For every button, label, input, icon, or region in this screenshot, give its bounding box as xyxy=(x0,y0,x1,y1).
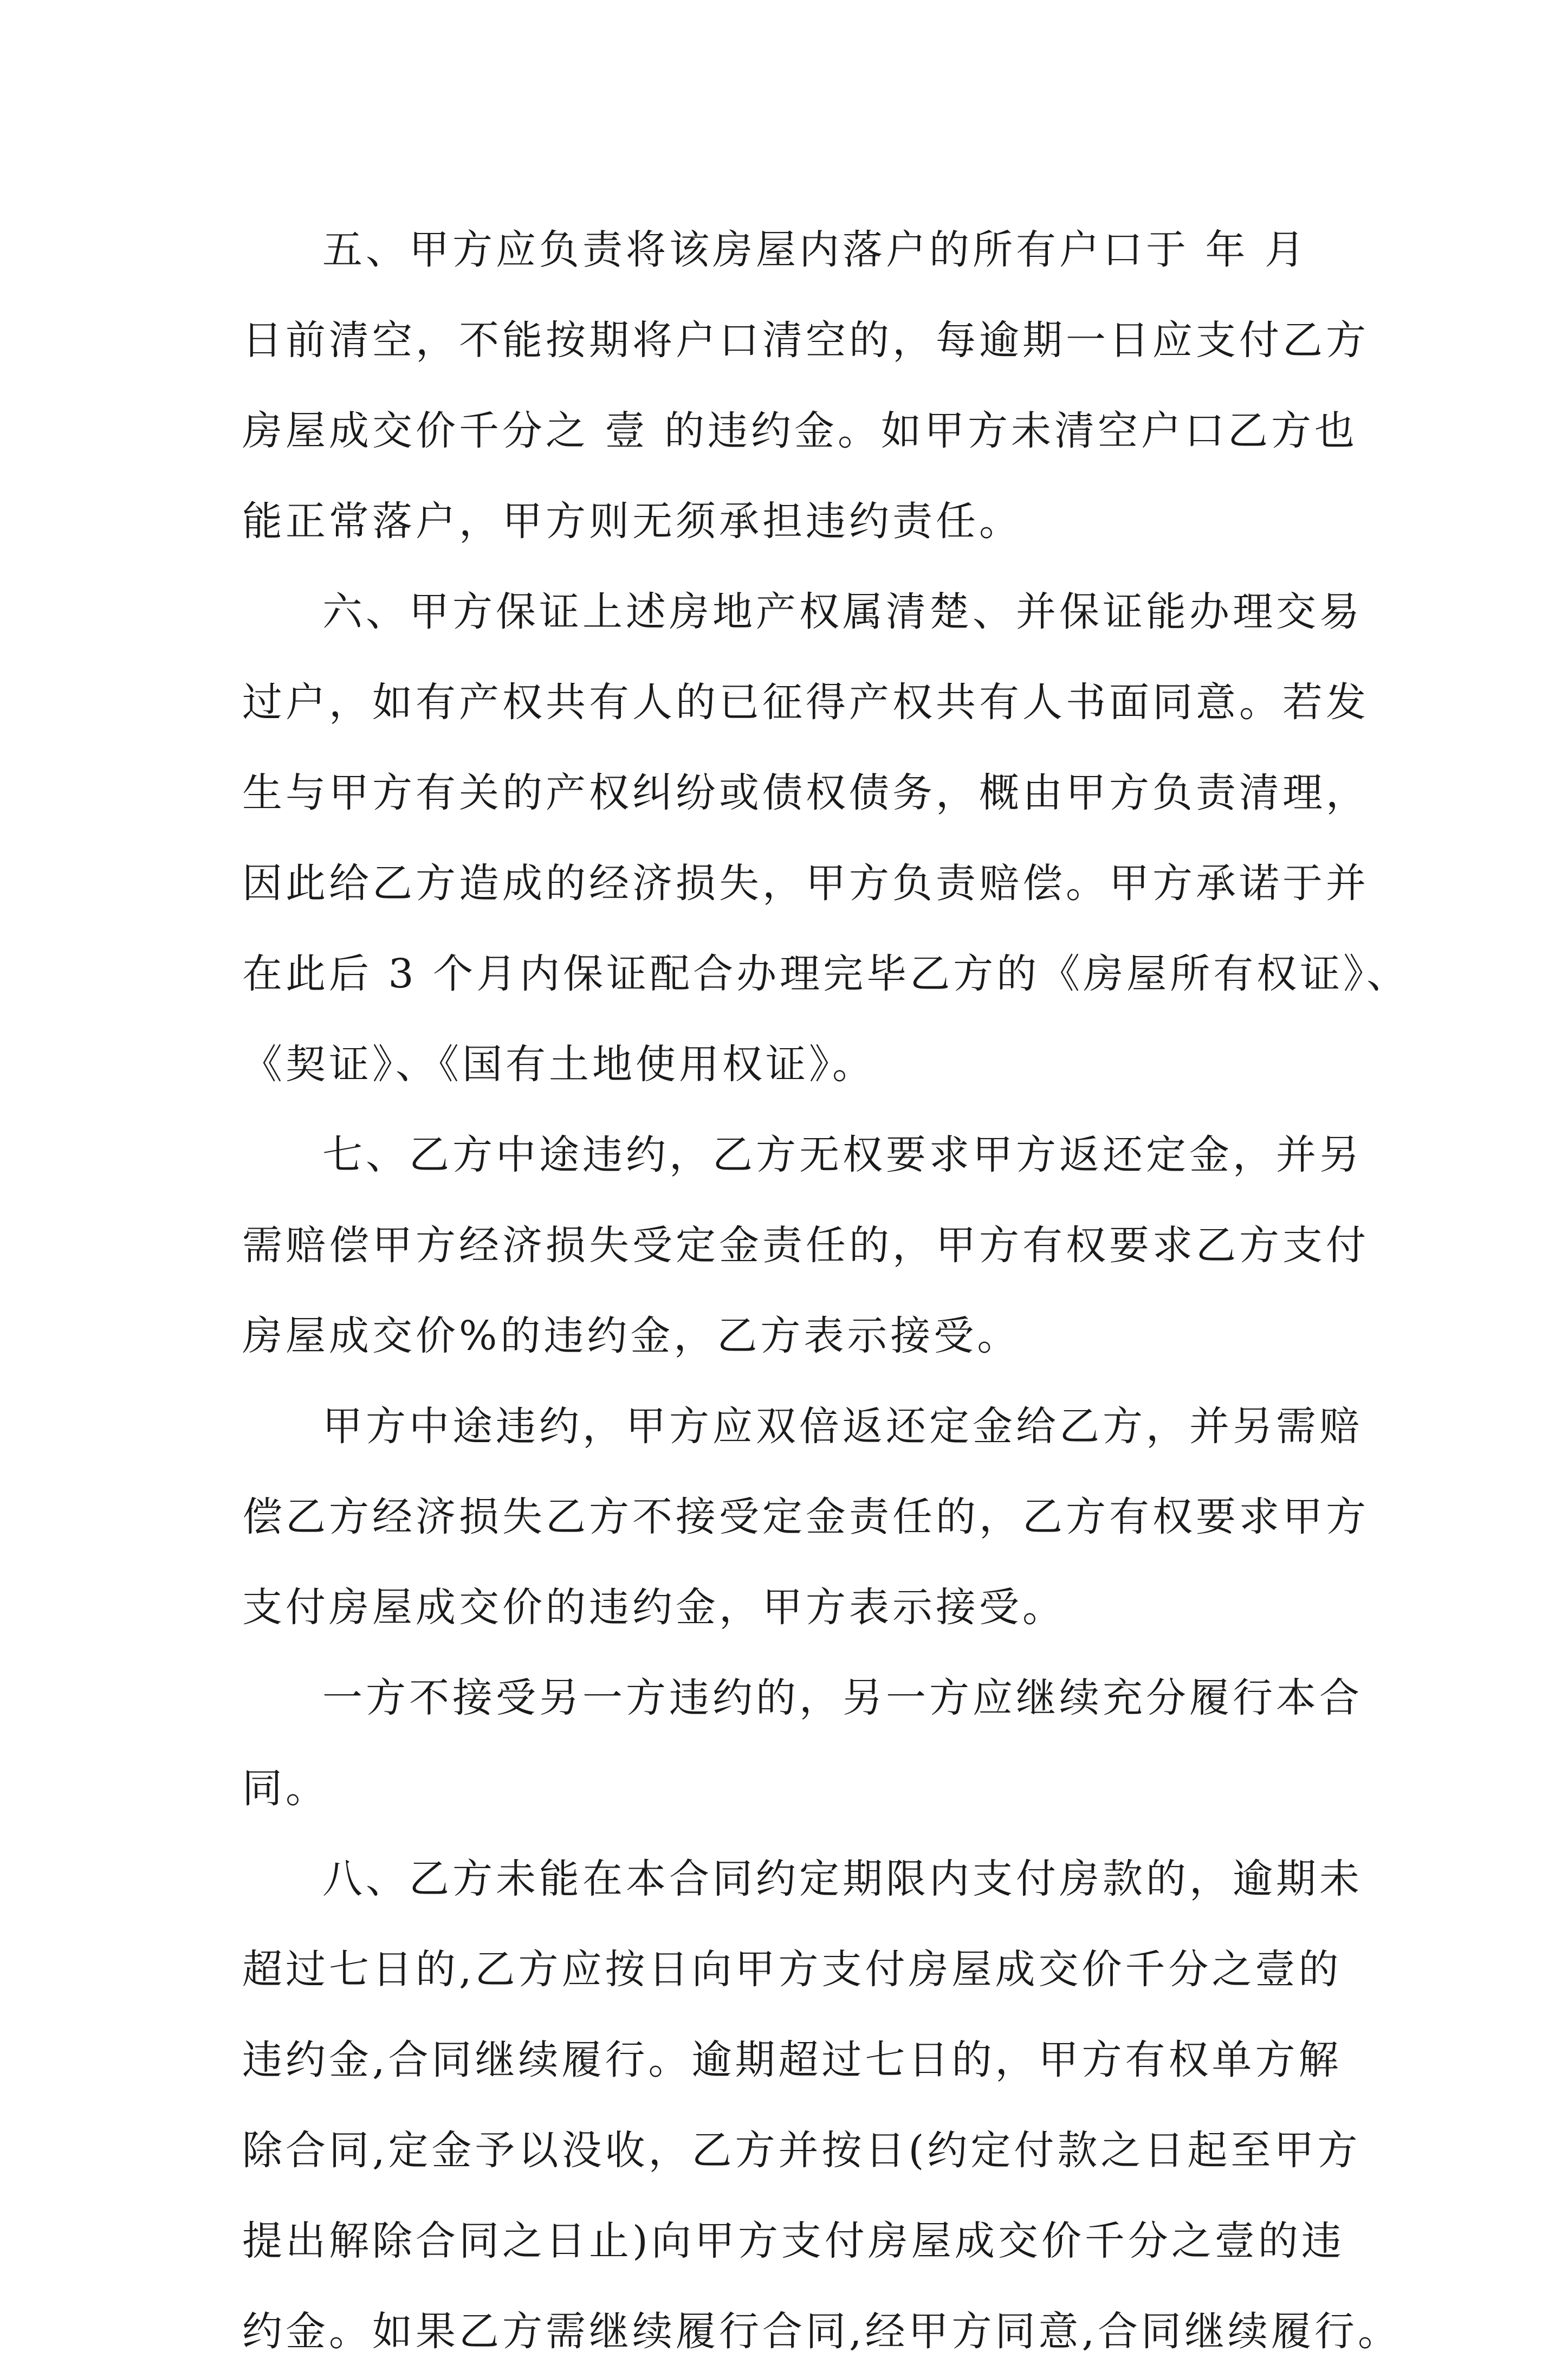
text-line: 生与甲方有关的产权纠纷或债权债务，概由甲方负责清理， xyxy=(242,770,1369,816)
text-line: 《契证》、《国有土地使用权证》。 xyxy=(242,1041,876,1088)
text-line: 能正常落户，甲方则无须承担违约责任。 xyxy=(242,498,1022,545)
text-line: 约金。如果乙方需继续履行合同,经甲方同意,合同继续履行。 xyxy=(242,2308,1402,2355)
text-line: 因此给乙方造成的经济损失，甲方负责赔偿。甲方承诺于并 xyxy=(242,860,1369,907)
text-line: 违约金,合同继续履行。逾期超过七日的，甲方有权单方解 xyxy=(242,2037,1342,2083)
text-line: 在此后 3 个月内保证配合办理完毕乙方的《房屋所有权证》、 xyxy=(242,951,1410,997)
text-line: 除合同,定金予以没收，乙方并按日(约定付款之日起至甲方 xyxy=(242,2127,1361,2174)
text-line: 同。 xyxy=(242,1765,329,1812)
text-line: 提出解除合同之日止)向甲方支付房屋成交价千分之壹的违 xyxy=(242,2218,1345,2264)
text-line: 支付房屋成交价的违约金，甲方表示接受。 xyxy=(242,1584,1066,1631)
text-line: 超过七日的,乙方应按日向甲方支付房屋成交价千分之壹的 xyxy=(242,1946,1342,1993)
text-line: 房屋成交价%的违约金，乙方表示接受。 xyxy=(242,1313,1021,1359)
text-line: 六、甲方保证上述房地产权属清楚、并保证能办理交易 xyxy=(322,589,1363,635)
text-line: 七、乙方中途违约，乙方无权要求甲方返还定金，并另 xyxy=(322,1132,1363,1178)
text-line: 房屋成交价千分之 壹 的违约金。如甲方未清空户口乙方也 xyxy=(242,408,1358,454)
text-line: 需赔偿甲方经济损失受定金责任的，甲方有权要求乙方支付 xyxy=(242,1222,1369,1269)
text-line: 五、甲方应负责将该房屋内落户的所有户口于 年 月 xyxy=(322,227,1308,273)
text-line: 甲方中途违约，甲方应双倍返还定金给乙方，并另需赔 xyxy=(322,1403,1363,1450)
text-line: 八、乙方未能在本合同约定期限内支付房款的，逾期未 xyxy=(322,1856,1363,1902)
text-line: 过户，如有产权共有人的已征得产权共有人书面同意。若发 xyxy=(242,679,1369,726)
text-line: 偿乙方经济损失乙方不接受定金责任的，乙方有权要求甲方 xyxy=(242,1494,1369,1540)
text-line: 日前清空，不能按期将户口清空的，每逾期一日应支付乙方 xyxy=(242,317,1369,364)
document-body xyxy=(242,205,1410,2377)
text-line: 一方不接受另一方违约的，另一方应继续充分履行本合 xyxy=(322,1675,1363,1721)
